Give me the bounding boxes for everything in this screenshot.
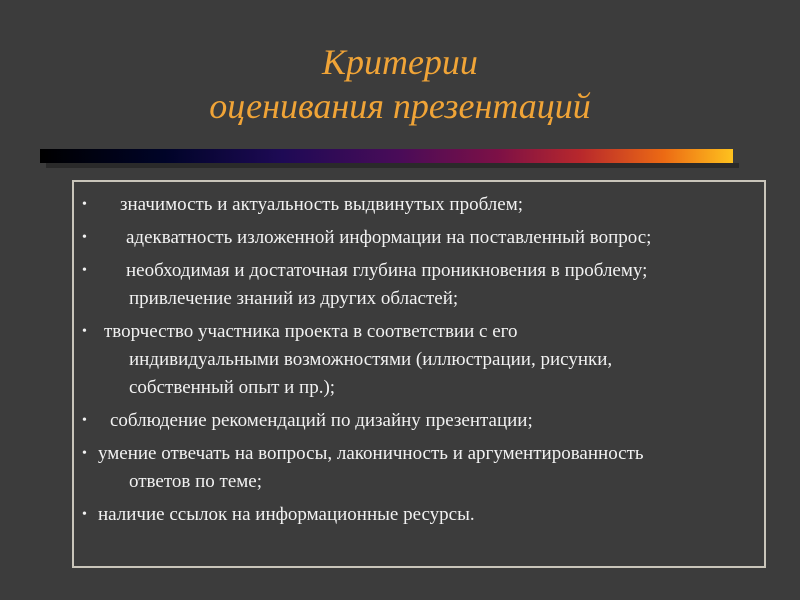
criteria-text: творчество участника проекта в соответствии с его [104,321,518,342]
bullet-icon: • [82,324,87,339]
title-line-2: оценивания презентаций [209,86,591,126]
criteria-text: наличие ссылок на информационные ресурсы. [98,504,475,525]
bullet-icon: • [82,507,87,522]
criteria-text: умение отвечать на вопросы, лаконичность и аргументированность [98,443,644,464]
criteria-item [82,407,752,435]
criteria-text: соблюдение рекомендаций по дизайну презентации; [110,410,533,431]
criteria-text-continuation: ответов по теме; [129,471,263,492]
divider-bar-shadow [46,163,739,168]
criteria-item [82,501,752,529]
bullet-icon: • [82,230,87,245]
criteria-item [82,318,752,402]
criteria-text: необходимая и достаточная глубина проникновения в проблему; [126,260,648,281]
criteria-text-continuation: собственный опыт и пр.); [129,377,336,398]
title-line-1: Критерии [322,42,478,82]
gradient-divider-bar [40,149,733,163]
criteria-text: значимость и актуальность выдвинутых проблем; [120,194,523,215]
slide-title [0,40,800,128]
criteria-item [82,224,752,252]
criteria-text: адекватность изложенной информации на поставленный вопрос; [126,227,652,248]
criteria-list [82,191,752,534]
criteria-item [82,440,752,496]
bullet-icon: • [82,446,87,461]
criteria-item [82,191,752,219]
criteria-box [72,180,766,568]
bullet-icon: • [82,413,87,428]
criteria-text-continuation: индивидуальными возможностями (иллюстрации, рисунки, [129,349,613,370]
criteria-text-continuation: привлечение знаний из других областей; [129,288,459,309]
bullet-icon: • [82,197,87,212]
criteria-item [82,257,752,313]
bullet-icon: • [82,263,87,278]
